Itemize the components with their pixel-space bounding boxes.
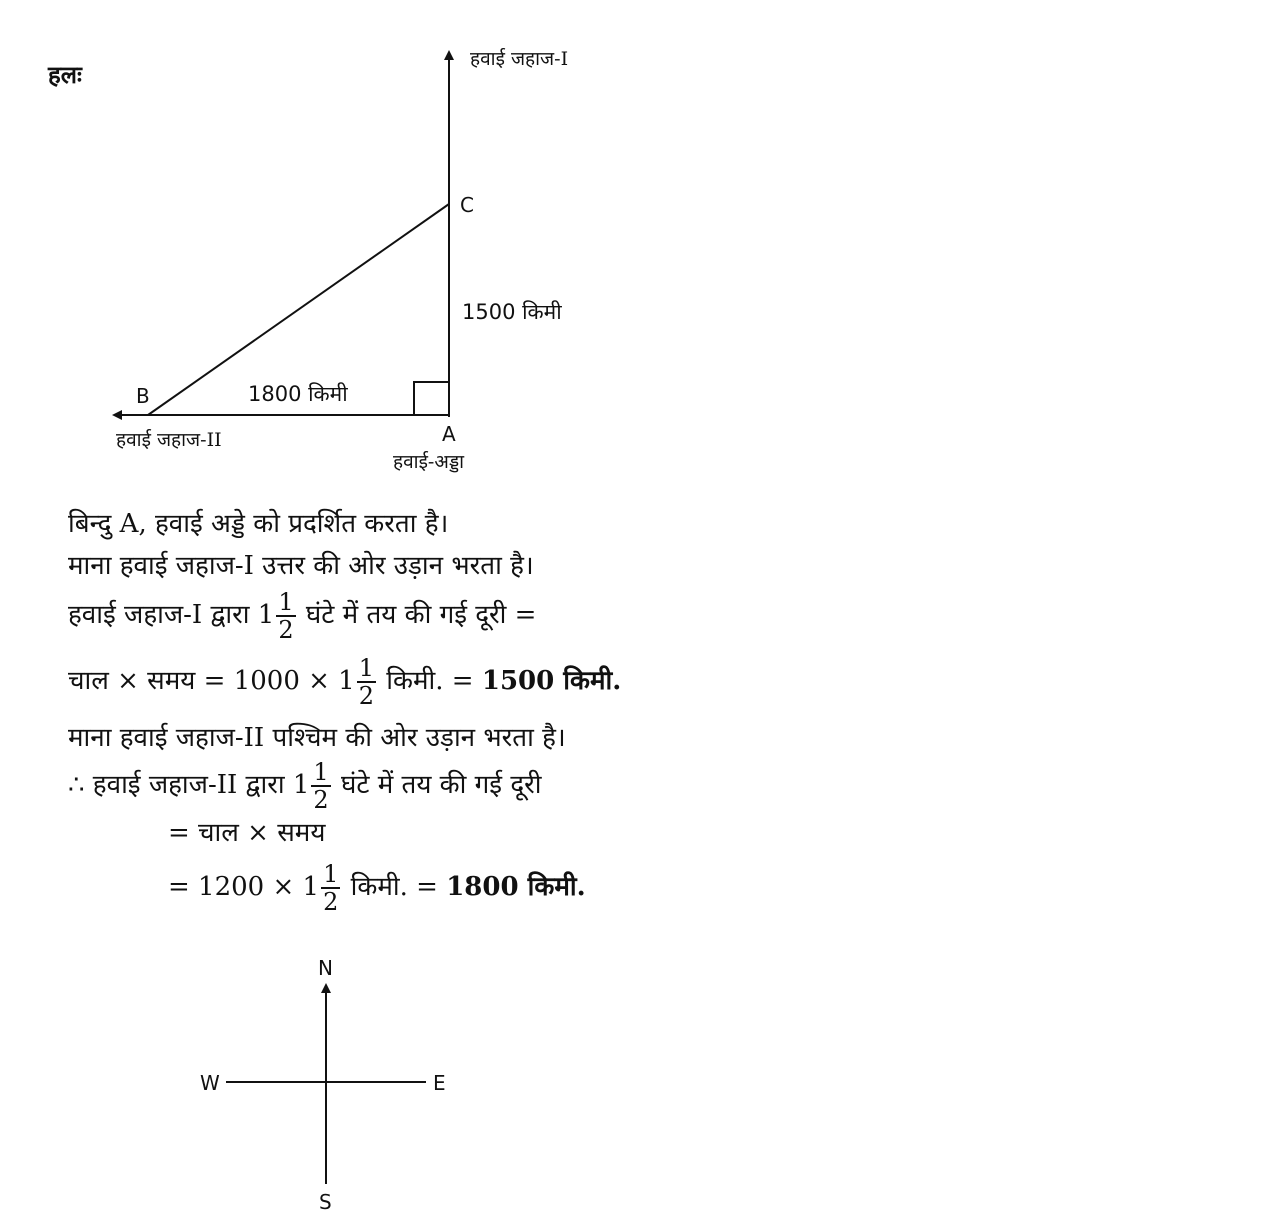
text-line-4 bbox=[68, 656, 621, 708]
fraction bbox=[311, 760, 330, 812]
text-line-3 bbox=[68, 590, 536, 642]
distance-ab-label: 1800 किमी bbox=[248, 382, 348, 406]
point-c-label: C bbox=[460, 193, 474, 217]
fraction-numerator: 1 bbox=[313, 758, 329, 786]
fraction-denominator: 2 bbox=[313, 786, 329, 814]
result-1800: 1800 किमी. bbox=[446, 872, 586, 902]
line8-pre: = 1200 × 1 bbox=[168, 872, 320, 902]
fraction-numerator: 1 bbox=[278, 588, 294, 616]
compass-east-label: E bbox=[433, 1071, 446, 1095]
line3-pre: हवाई जहाज-I द्वारा 1 bbox=[68, 600, 275, 630]
fraction-numerator: 1 bbox=[358, 654, 375, 682]
fraction bbox=[276, 590, 295, 642]
compass-south-label: S bbox=[319, 1190, 332, 1214]
compass-north-label: N bbox=[318, 956, 333, 980]
fraction-numerator: 1 bbox=[323, 860, 339, 888]
line6-pre: ∴ हवाई जहाज-II द्वारा 1 bbox=[68, 770, 310, 800]
fraction bbox=[321, 862, 340, 914]
plane1-label: हवाई जहाज-I bbox=[470, 48, 569, 70]
fraction-denominator: 2 bbox=[323, 888, 339, 916]
point-a-label: A bbox=[442, 422, 456, 446]
text-line-8 bbox=[168, 862, 586, 914]
text-line-7: = चाल × समय bbox=[168, 818, 326, 848]
text-line-5: माना हवाई जहाज-II पश्चिम की ओर उड़ान भरता है। bbox=[68, 723, 566, 753]
line3-post: घंटे में तय की गई दूरी = bbox=[305, 600, 537, 630]
solution-heading: हलः bbox=[48, 60, 82, 89]
airport-label: हवाई-अड्डा bbox=[393, 451, 465, 473]
fraction-denominator: 2 bbox=[358, 682, 375, 710]
fraction-denominator: 2 bbox=[278, 616, 294, 644]
result-1500: 1500 किमी. bbox=[481, 666, 622, 696]
right-angle-marker bbox=[414, 382, 449, 415]
distance-ac-label: 1500 किमी bbox=[462, 300, 562, 324]
line4-pre: चाल × समय = 1000 × 1 bbox=[68, 666, 355, 696]
line6-post: घंटे में तय की गई दूरी bbox=[340, 770, 542, 800]
text-line-2: माना हवाई जहाज-I उत्तर की ओर उड़ान भरता है। bbox=[68, 551, 534, 581]
point-b-label: B bbox=[136, 384, 150, 408]
text-line-1: बिन्दु A, हवाई अड्डे को प्रदर्शित करता है। bbox=[68, 509, 449, 539]
text-line-6 bbox=[68, 760, 542, 812]
line8-mid: किमी. = bbox=[350, 872, 447, 902]
fraction bbox=[357, 656, 376, 708]
line4-mid: किमी. = bbox=[386, 666, 482, 696]
compass-west-label: W bbox=[200, 1071, 220, 1095]
plane2-label: हवाई जहाज-II bbox=[116, 429, 222, 451]
